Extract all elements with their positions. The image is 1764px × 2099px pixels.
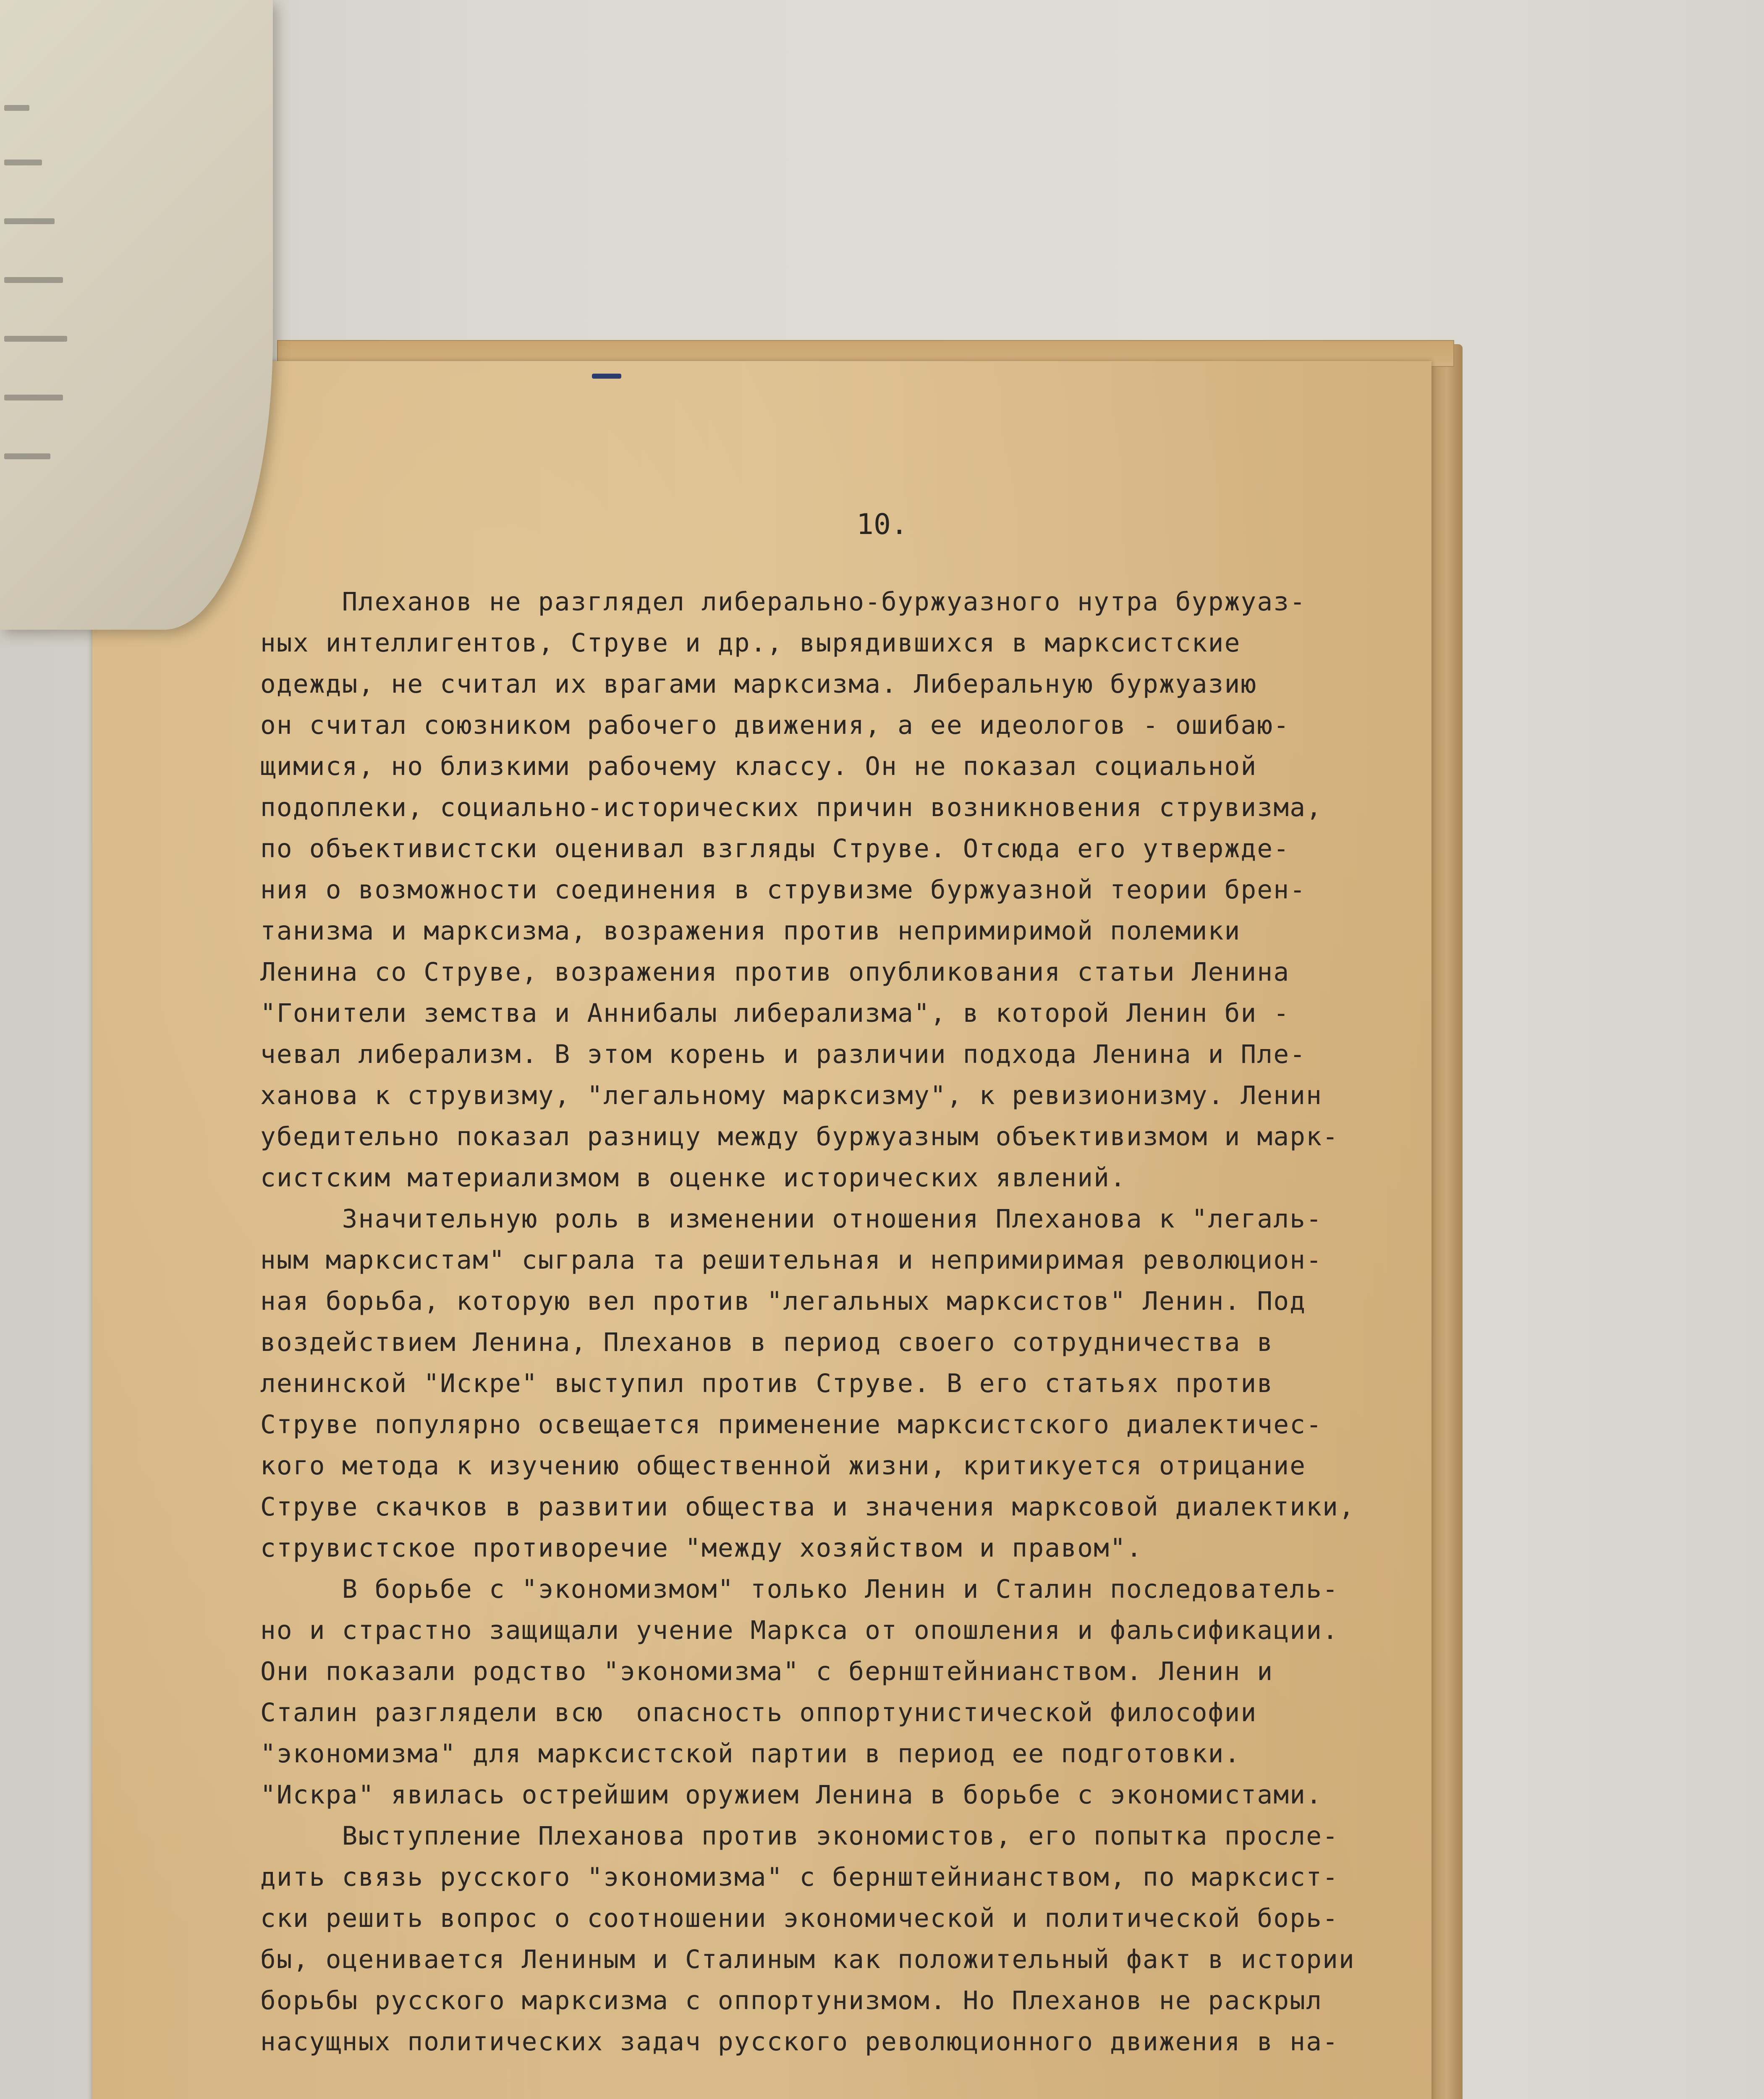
previous-page-curl <box>0 0 273 630</box>
text-line: подоплеки, социально-исторических причин возникновения струвизма, <box>260 793 1323 822</box>
text-line: систским материализмом в оценке исторических явлений. <box>260 1163 1127 1193</box>
text-line: струвистское противоречие "между хозяйством и правом". <box>260 1533 1143 1563</box>
faint-text-mark <box>4 105 29 111</box>
text-line: кого метода к изучению общественной жизни, критикуется отрицание <box>260 1451 1306 1481</box>
text-line: ски решить вопрос о соотношении экономической и политической борь- <box>260 1903 1339 1933</box>
text-line: он считал союзником рабочего движения, а ее идеологов - ошибаю- <box>260 710 1290 740</box>
text-line: Выступление Плеханова против экономистов, его попытка просле- <box>260 1821 1339 1851</box>
text-line: борьбы русского марксизма с оппортунизмом. Но Плеханов не раскрыл <box>260 1986 1323 2015</box>
text-line: дить связь русского "экономизма" с бернштейнианством, по марксист- <box>260 1862 1339 1892</box>
text-line: Ленина со Струве, возражения против опубликования статьи Ленина <box>260 957 1290 987</box>
text-line: Они показали родство "экономизма" с бернштейнианством. Ленин и <box>260 1657 1274 1686</box>
text-line: по объективистски оценивал взгляды Струве. Отсюда его утвержде- <box>260 834 1290 864</box>
text-line: щимися, но близкими рабочему классу. Он не показал социальной <box>260 751 1257 781</box>
text-line: одежды, не считал их врагами марксизма. Либеральную буржуазию <box>260 669 1257 699</box>
text-line: ная борьба, которую вел против "легальных марксистов" Ленин. Под <box>260 1286 1306 1316</box>
typed-text-body <box>260 581 1355 2062</box>
text-line: Сталин разглядели всю опасность оппортунистической философии <box>260 1698 1257 1727</box>
faint-text-mark <box>4 160 42 165</box>
faint-text-mark <box>4 395 63 400</box>
text-line: убедительно показал разницу между буржуазным объективизмом и марк- <box>260 1122 1339 1152</box>
text-line: Плеханов не разглядел либерально-буржуазного нутра буржуаз- <box>260 587 1306 617</box>
text-line: ханова к струвизму, "легальному марксизму", к ревизионизму. Ленин <box>260 1081 1323 1110</box>
text-line: Значительную роль в изменении отношения Плеханова к "легаль- <box>260 1204 1323 1234</box>
text-line: чевал либерализм. В этом корень и различии подхода Ленина и Пле- <box>260 1039 1306 1069</box>
text-line: ным марксистам" сыграла та решительная и непримиримая революцион- <box>260 1245 1323 1275</box>
text-line: В борьбе с "экономизмом" только Ленин и Сталин последователь- <box>260 1574 1339 1604</box>
text-line: ния о возможности соединения в струвизме буржуазной теории брен- <box>260 875 1306 905</box>
page-number: 10. <box>856 508 908 541</box>
text-line: ленинской "Искре" выступил против Струве. В его статьях против <box>260 1369 1274 1398</box>
text-line: насущных политических задач русского революционного движения в на- <box>260 2027 1339 2057</box>
faint-text-mark <box>4 218 55 224</box>
text-line: ных интеллигентов, Струве и др., вырядившихся в марксистские <box>260 628 1241 658</box>
text-line: Струве популярно освещается применение марксистского диалектичес- <box>260 1410 1323 1439</box>
text-line: "экономизма" для марксистской партии в период ее подготовки. <box>260 1739 1241 1769</box>
text-line: танизма и марксизма, возражения против непримиримой полемики <box>260 916 1241 946</box>
ink-mark <box>592 374 621 379</box>
text-line: "Искра" явилась острейшим оружием Ленина в борьбе с экономистами. <box>260 1780 1323 1810</box>
text-line: "Гонители земства и Аннибалы либерализма", в которой Ленин би - <box>260 998 1290 1028</box>
text-line: Струве скачков в развитии общества и значения марксовой диалектики, <box>260 1492 1355 1522</box>
faint-text-mark <box>4 277 63 283</box>
faint-text-mark <box>4 453 50 459</box>
text-line: но и страстно защищали учение Маркса от опошления и фальсификации. <box>260 1615 1339 1645</box>
text-line: воздействием Ленина, Плеханов в период своего сотрудничества в <box>260 1327 1274 1357</box>
faint-text-mark <box>4 336 67 342</box>
text-line: бы, оценивается Лениным и Сталиным как положительный факт в истории <box>260 1945 1355 1974</box>
